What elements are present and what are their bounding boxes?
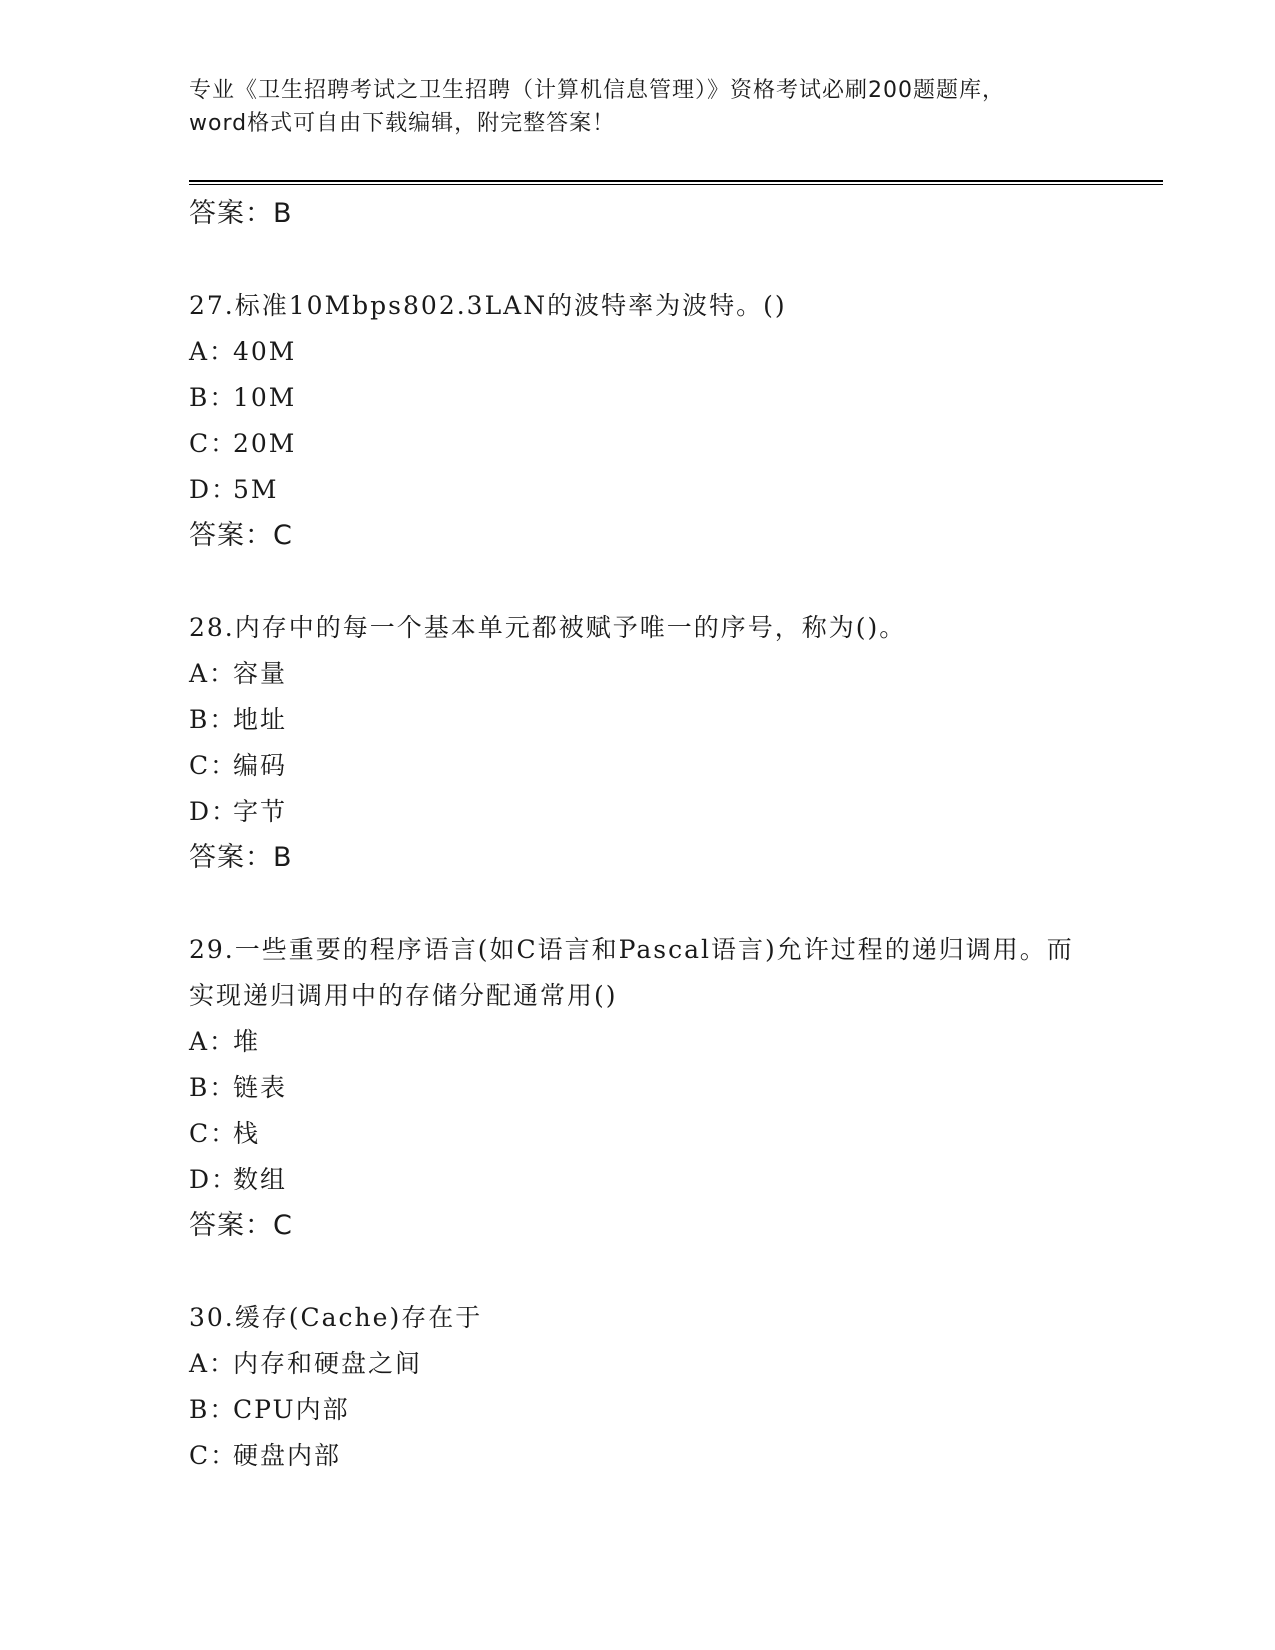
- answer-line: 答案：C: [189, 1210, 293, 1241]
- option-text: 40M: [233, 337, 297, 366]
- document-header: [189, 74, 1089, 140]
- option-key: B：: [189, 383, 237, 412]
- option-b: [189, 697, 1089, 743]
- option-text: 字节: [233, 797, 288, 826]
- option-key: B：: [189, 1395, 237, 1424]
- option-key: A：: [189, 1027, 237, 1056]
- option-key: C：: [189, 429, 238, 458]
- header-line-1: 专业《卫生招聘考试之卫生招聘（计算机信息管理）》资格考试必刷200题题库，: [189, 78, 1005, 103]
- option-key: A：: [189, 337, 237, 366]
- option-text: 20M: [233, 429, 297, 458]
- question-stem: 28.内存中的每一个基本单元都被赋予唯一的序号，称为()。: [189, 613, 907, 642]
- option-text: 链表: [233, 1073, 288, 1102]
- previous-answer: 答案：B: [189, 198, 293, 229]
- option-key: D：: [189, 475, 239, 504]
- option-text: 地址: [233, 705, 288, 734]
- option-c: [189, 1111, 1089, 1157]
- answer-line: 答案：B: [189, 842, 293, 873]
- option-c: [189, 743, 1089, 789]
- option-key: A：: [189, 659, 237, 688]
- question-block: [189, 605, 1089, 881]
- header-line-2: word格式可自由下载编辑，附完整答案！: [189, 111, 616, 136]
- spacer: [189, 237, 1089, 283]
- question-list: [189, 191, 1089, 1479]
- option-key: D：: [189, 797, 239, 826]
- option-c: [189, 1433, 1089, 1479]
- option-text: 硬盘内部: [233, 1441, 342, 1470]
- option-key: B：: [189, 1073, 237, 1102]
- spacer: [189, 559, 1089, 605]
- question-stem: 27.标准10Mbps802.3LAN的波特率为波特。(): [189, 291, 787, 320]
- spacer: [189, 1249, 1089, 1295]
- option-b: [189, 1387, 1089, 1433]
- option-key: C：: [189, 1441, 238, 1470]
- option-text: 栈: [233, 1119, 261, 1148]
- question-block: [189, 927, 1089, 1249]
- option-key: C：: [189, 751, 238, 780]
- option-text: 数组: [233, 1165, 288, 1194]
- question-stem: 30.缓存(Cache)存在于: [189, 1303, 483, 1332]
- option-d: [189, 467, 1089, 513]
- option-key: B：: [189, 705, 237, 734]
- option-text: 内存和硬盘之间: [233, 1349, 423, 1378]
- option-a: [189, 329, 1089, 375]
- question-block: [189, 1295, 1089, 1479]
- option-key: D：: [189, 1165, 239, 1194]
- option-b: [189, 1065, 1089, 1111]
- spacer: [189, 881, 1089, 927]
- option-text: 容量: [233, 659, 288, 688]
- option-a: [189, 1341, 1089, 1387]
- option-c: [189, 421, 1089, 467]
- answer-line: 答案：C: [189, 520, 293, 551]
- option-a: [189, 1019, 1089, 1065]
- option-text: 5M: [233, 475, 279, 504]
- option-d: [189, 1157, 1089, 1203]
- option-text: CPU内部: [233, 1395, 350, 1424]
- question-stem: 29.一些重要的程序语言(如C语言和Pascal语言)允许过程的递归调用。而实现递归调用中的存储分配通常用(): [189, 935, 1074, 1010]
- question-block: [189, 283, 1089, 559]
- option-text: 编码: [233, 751, 288, 780]
- option-b: [189, 375, 1089, 421]
- option-key: C：: [189, 1119, 238, 1148]
- option-a: [189, 651, 1089, 697]
- option-text: 10M: [233, 383, 297, 412]
- header-divider: [189, 180, 1163, 185]
- option-key: A：: [189, 1349, 237, 1378]
- option-text: 堆: [233, 1027, 261, 1056]
- option-d: [189, 789, 1089, 835]
